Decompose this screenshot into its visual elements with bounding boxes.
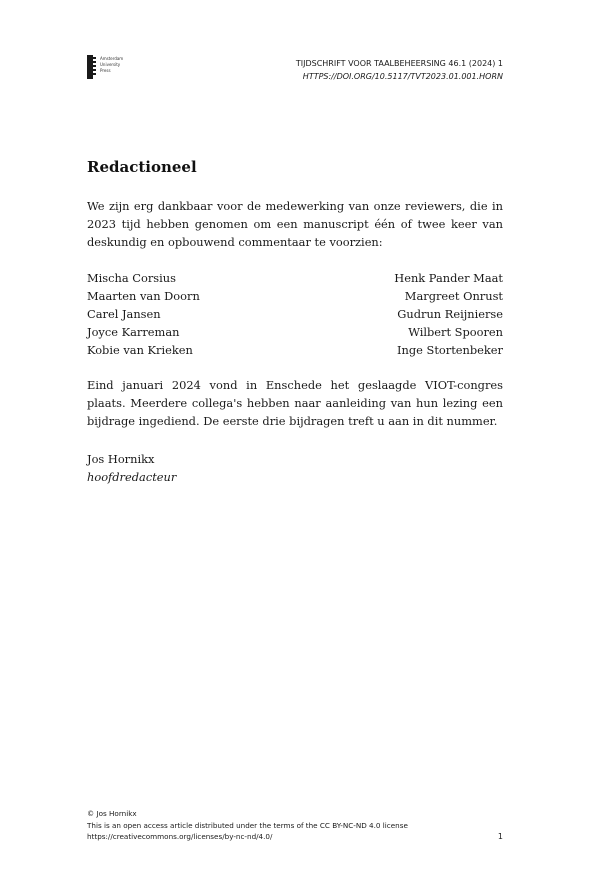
license-footer xyxy=(87,808,503,843)
reviewer-list xyxy=(87,269,503,359)
reviewer-name: Henk Pander Maat xyxy=(394,271,503,285)
reviewer-row xyxy=(87,287,503,305)
aup-logo-icon xyxy=(87,55,96,79)
reviewer-name: Maarten van Doorn xyxy=(87,289,200,303)
publisher-logo xyxy=(87,55,157,79)
reviewer-name: Mischa Corsius xyxy=(87,271,176,285)
intro-paragraph: We zijn erg dankbaar voor de medewerking van onze reviewers, die in 2023 tijd hebben genomen om een manuscript één of twee keer van deskundig en opbouwend commentaar te voorzien: xyxy=(87,199,503,249)
license-statement: This is an open access article distributed under the terms of the CC BY-NC-ND 4.0 license xyxy=(87,820,408,830)
copyright-notice: © Jos Hornikx xyxy=(87,809,137,818)
author-name: Jos Hornikx xyxy=(87,452,155,466)
reviewer-row xyxy=(87,305,503,323)
reviewer-name: Joyce Karreman xyxy=(87,325,180,339)
reviewer-name: Margreet Onrust xyxy=(404,289,503,303)
reviewer-row xyxy=(87,323,503,341)
reviewer-row xyxy=(87,269,503,287)
reviewer-name: Carel Jansen xyxy=(87,307,161,321)
doi-link[interactable]: HTTPS://DOI.ORG/10.5117/TVT2023.01.001.HORN xyxy=(302,72,503,81)
author-role: hoofdredacteur xyxy=(87,470,177,484)
signature xyxy=(87,450,176,486)
reviewer-row xyxy=(87,341,503,359)
reviewer-name: Kobie van Krieken xyxy=(87,343,193,357)
body-paragraph: Eind januari 2024 vond in Enschede het geslaagde VIOT-congres plaats. Meerdere collega's hebben naar aanleiding van hun lezing een bijdrage ingediend. De eerste drie bijdragen treft u aan in dit nummer. xyxy=(87,378,503,428)
publisher-name: Amsterdam University Press xyxy=(100,56,124,73)
article-title: Redactioneel xyxy=(87,158,197,176)
journal-citation: TIJDSCHRIFT VOOR TAALBEHEERSING 46.1 (2024) 1 xyxy=(295,59,503,68)
running-header xyxy=(296,57,503,83)
license-link[interactable]: https://creativecommons.org/licenses/by-nc-nd/4.0/ xyxy=(87,832,273,841)
page-number: 1 xyxy=(497,832,503,841)
reviewer-name: Wilbert Spooren xyxy=(408,325,503,339)
reviewer-name: Inge Stortenbeker xyxy=(397,343,503,357)
reviewer-name: Gudrun Reijnierse xyxy=(397,307,503,321)
